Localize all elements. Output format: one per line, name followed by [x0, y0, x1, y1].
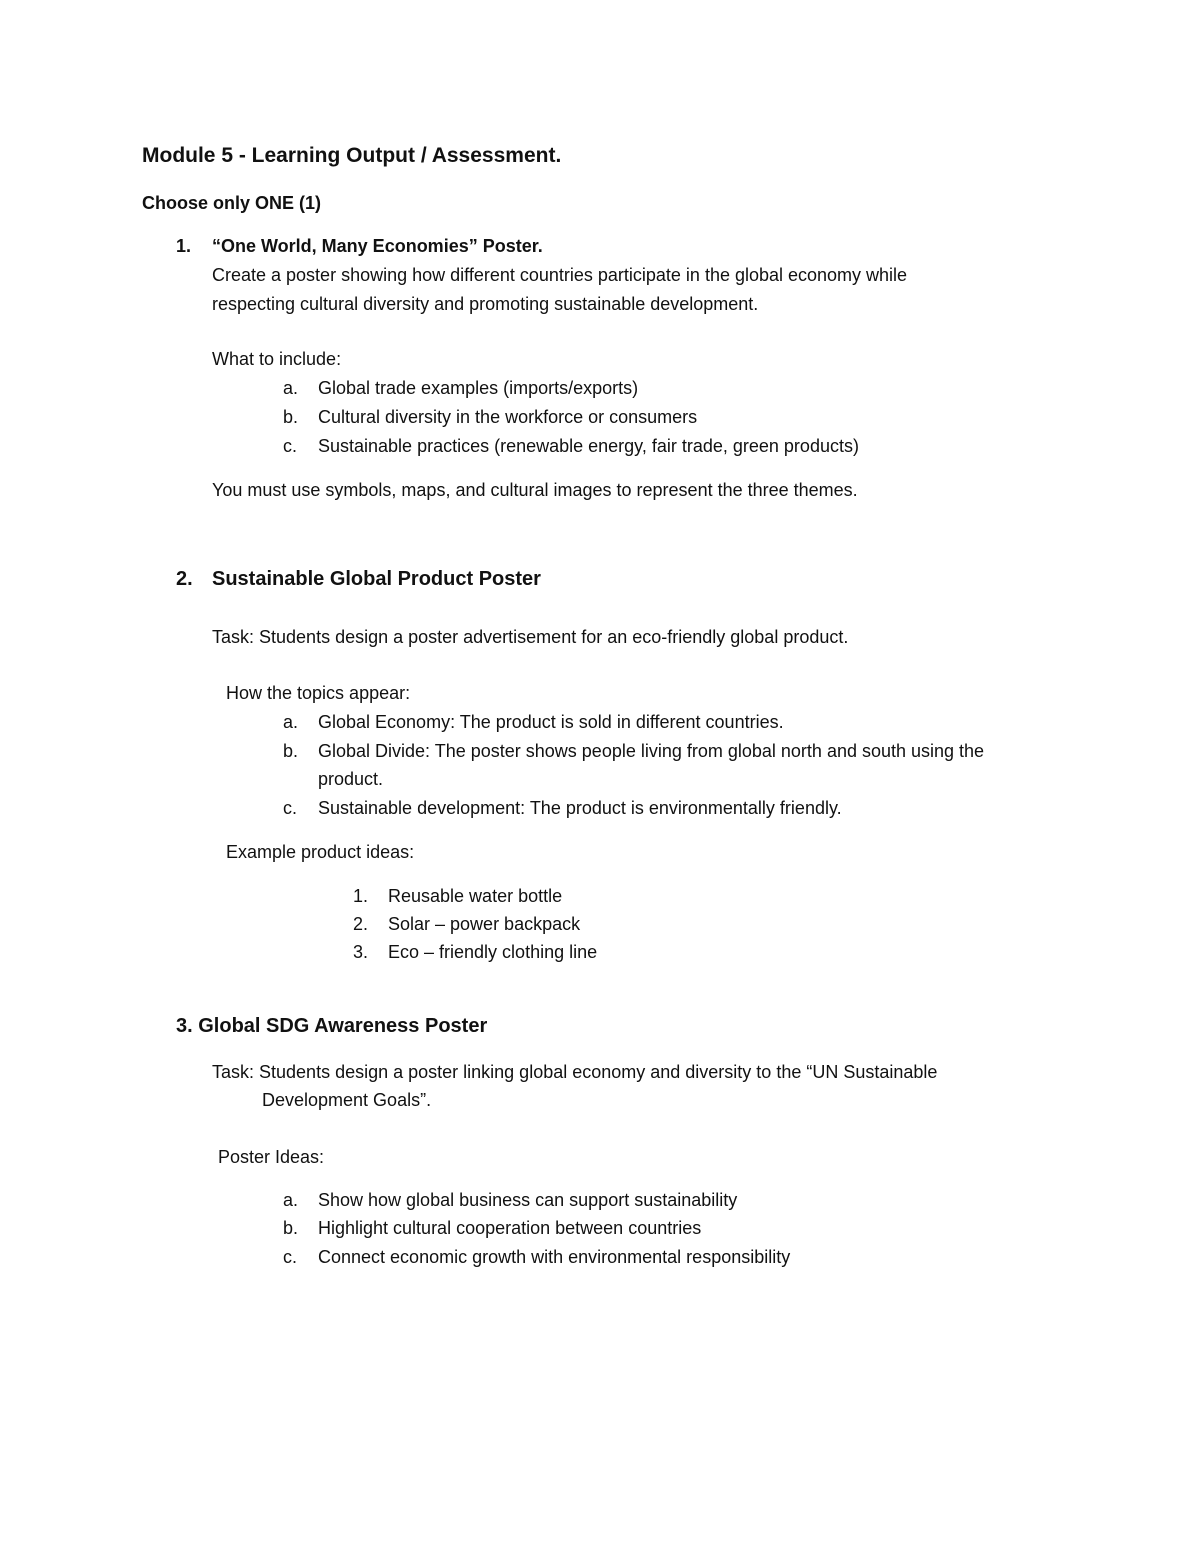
section-1-note: You must use symbols, maps, and cultural images to represent the three themes. — [212, 480, 858, 500]
section-1-description-line-1: Create a poster showing how different countries participate in the global economy while — [212, 265, 908, 285]
section-3-task-line-1: Task: Students design a poster linking global economy and diversity to the “UN Sustainable — [212, 1062, 938, 1082]
list-item-marker: c. — [283, 1247, 298, 1267]
section-2-ideas-label: Example product ideas: — [226, 842, 415, 862]
list-item-marker: a. — [283, 1190, 299, 1210]
section-1-include-label: What to include: — [212, 349, 342, 369]
list-item-marker: b. — [283, 741, 299, 761]
section-1-heading: “One World, Many Economies” Poster. — [212, 236, 543, 256]
document-title: Module 5 - Learning Output / Assessment. — [142, 144, 562, 167]
section-3-task-line-2: Development Goals”. — [262, 1090, 432, 1110]
section-1-number: 1. — [176, 236, 192, 256]
list-item: Global trade examples (imports/exports) — [318, 378, 639, 398]
list-item: Global Economy: The product is sold in different countries. — [318, 712, 784, 732]
list-item: Eco – friendly clothing line — [388, 942, 598, 962]
section-2-task: Task: Students design a poster advertisement for an eco-friendly global product. — [212, 627, 849, 647]
list-item-marker: c. — [283, 436, 298, 456]
list-item-marker: b. — [283, 407, 299, 427]
list-item: Show how global business can support sustainability — [318, 1190, 738, 1210]
section-3-ideas-label: Poster Ideas: — [218, 1147, 325, 1167]
list-item: Sustainable practices (renewable energy, fair trade, green products) — [318, 436, 859, 456]
list-item-marker: c. — [283, 798, 298, 818]
list-item: Solar – power backpack — [388, 914, 581, 934]
list-item: Sustainable development: The product is environmentally friendly. — [318, 798, 842, 818]
list-item: Global Divide: The poster shows people living from global north and south using the — [318, 741, 985, 761]
list-item-marker: 2. — [353, 914, 369, 934]
section-1-description-line-2: respecting cultural diversity and promoting sustainable development. — [212, 294, 759, 314]
list-item-marker: 1. — [353, 886, 369, 906]
list-item-continuation: product. — [318, 769, 384, 789]
list-item-marker: a. — [283, 712, 299, 732]
section-2-number: 2. — [176, 568, 193, 590]
section-2-heading: Sustainable Global Product Poster — [212, 568, 541, 590]
list-item: Highlight cultural cooperation between countries — [318, 1218, 702, 1238]
list-item: Reusable water bottle — [388, 886, 563, 906]
section-3-heading: 3. Global SDG Awareness Poster — [176, 1015, 488, 1037]
list-item: Connect economic growth with environmental responsibility — [318, 1247, 791, 1267]
list-item-marker: b. — [283, 1218, 299, 1238]
list-item-marker: a. — [283, 378, 299, 398]
list-item-marker: 3. — [353, 942, 369, 962]
list-item: Cultural diversity in the workforce or consumers — [318, 407, 698, 427]
instruction-text: Choose only ONE (1) — [142, 193, 322, 213]
section-2-topics-label: How the topics appear: — [226, 683, 411, 703]
